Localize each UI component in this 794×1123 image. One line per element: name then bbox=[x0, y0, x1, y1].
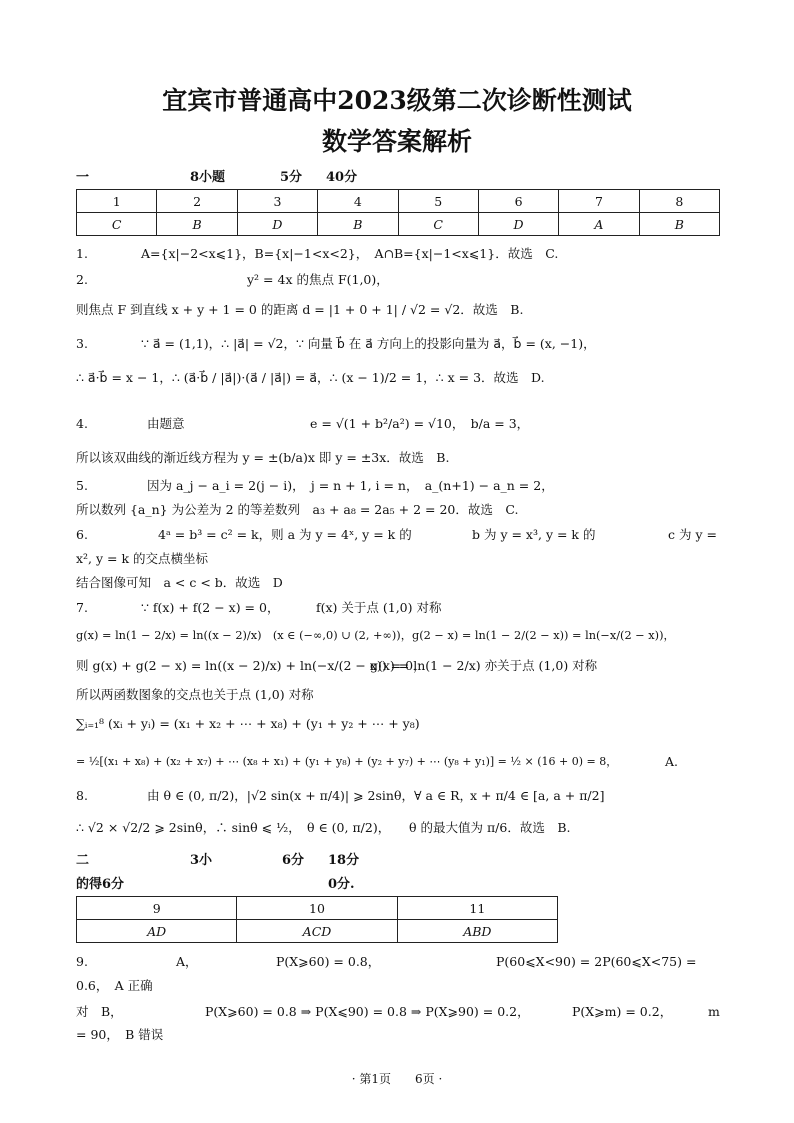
q8-line1b: x + π/4 ∈ [a, a + π/2] bbox=[470, 788, 605, 803]
q8-line1a: 由 θ ∈ (0, π/2)，|√2 sin(x + π/4)| ⩾ 2sinθ，∀ a ∈ R， bbox=[147, 788, 473, 803]
section1-answer-table bbox=[76, 189, 720, 236]
q6-line2: x², y = k 的交点横坐标 bbox=[76, 551, 209, 566]
section2-answer-table bbox=[76, 896, 558, 943]
q9-line3a: 对 B， bbox=[76, 1004, 123, 1019]
q8-number: 8. bbox=[76, 788, 88, 803]
table-cell: D bbox=[237, 213, 317, 236]
table-cell: C bbox=[77, 213, 157, 236]
q9-number: 9. bbox=[76, 954, 88, 969]
q1-text: A={x|−2<x⩽1}，B={x|−1<x<2}， A∩B={x|−1<x⩽1}．故选 C. bbox=[141, 246, 559, 261]
q4-number: 4. bbox=[76, 416, 88, 431]
q7-line1b: f(x) 关于点 (1,0) 对称 bbox=[316, 600, 442, 615]
table-cell: B bbox=[318, 213, 398, 236]
q4-line2: 所以该双曲线的渐近线方程为 y = ±(b/a)x 即 y = ±3x．故选 B. bbox=[76, 450, 450, 465]
q9-line3b: P(X⩾60) = 0.8 ⇒ P(X⩽90) = 0.8 ⇒ P(X⩾90) = 0.2， bbox=[205, 1004, 530, 1019]
section2-note-left: 的得6分 bbox=[76, 877, 125, 892]
section1-answer-row bbox=[77, 213, 720, 236]
page-subtitle: 数学答案解析 bbox=[321, 127, 472, 156]
q7-line3a: 则 g(x) + g(2 − x) = ln((x − 2)/x) + ln(−x/(2 − x)) = 0， bbox=[76, 658, 426, 673]
q3-number: 3. bbox=[76, 336, 88, 351]
q7-line6b: A. bbox=[665, 754, 679, 769]
q7-line5: ∑ᵢ₌₁⁸ (xᵢ + yᵢ) = (x₁ + x₂ + ⋯ + x₈) + (y₁ + y₂ + ⋯ + y₈) bbox=[76, 716, 420, 731]
section2-count: 3小 bbox=[190, 853, 213, 868]
q7-line6: = ½[(x₁ + x₈) + (x₂ + x₇) + ⋯ (x₈ + x₁) + (y₁ + y₈) + (y₂ + y₇) + ⋯ (y₈ + y₁)] = ½ × (16 + 0) = 8， bbox=[76, 755, 618, 768]
table-cell: B bbox=[157, 213, 237, 236]
q8-line2: ∴ √2 × √2/2 ⩾ 2sinθ，∴ sinθ ⩽ ½， θ ∈ (0, π/2)， θ 的最大值为 π/6．故选 B. bbox=[76, 820, 571, 835]
section1-label: 一 bbox=[76, 170, 90, 185]
page-footer: · 第1页 6页 · bbox=[351, 1072, 443, 1086]
q9-line1b: P(X⩾60) = 0.8， bbox=[276, 954, 381, 969]
section1-header-row bbox=[77, 190, 720, 213]
section2-total: 18分 bbox=[328, 853, 360, 868]
section2-label: 二 bbox=[76, 853, 90, 868]
table-cell: D bbox=[478, 213, 558, 236]
table-cell: 10 bbox=[237, 897, 397, 920]
q6-line3: 结合图像可知 a < c < b．故选 D bbox=[76, 575, 283, 590]
q6-line1b: b 为 y = x³, y = k 的 bbox=[472, 527, 596, 542]
q9-line1c: P(60⩽X<90) = 2P(60⩽X<75) = bbox=[496, 954, 697, 969]
section2-note-right: 0分. bbox=[328, 877, 355, 892]
section2-each: 6分 bbox=[282, 853, 305, 868]
section1-each: 5分 bbox=[280, 170, 303, 185]
table-cell: 8 bbox=[639, 190, 719, 213]
q3-line2: ∴ a⃗·b⃗ = x − 1，∴ (a⃗·b⃗ / |a⃗|)·(a⃗ / |a⃗|) = a⃗，∴ (x − 1)/2 = 1，∴ x = 3．故选 D. bbox=[76, 370, 545, 385]
q4-formula: e = √(1 + b²/a²) = √10， b/a = 3， bbox=[310, 416, 530, 431]
table-cell: 7 bbox=[559, 190, 639, 213]
table-cell: B bbox=[639, 213, 719, 236]
q9-line3c: P(X⩾m) = 0.2， bbox=[572, 1004, 673, 1019]
table-cell: A bbox=[559, 213, 639, 236]
table-cell: ABD bbox=[397, 920, 557, 943]
table-cell: C bbox=[398, 213, 478, 236]
table-cell: ACD bbox=[237, 920, 397, 943]
q2-number: 2. bbox=[76, 272, 88, 287]
q5-line2: 所以数列 {a_n} 为公差为 2 的等差数列 a₃ + a₈ = 2a₅ + 2 = 20．故选 C. bbox=[76, 502, 519, 517]
table-cell: 6 bbox=[478, 190, 558, 213]
q9-line1a: A， bbox=[176, 954, 198, 969]
q5-line1: 因为 a_j − a_i = 2(j − i)， j = n + 1, i = n， a_(n+1) − a_n = 2， bbox=[147, 478, 554, 493]
table-cell: AD bbox=[77, 920, 237, 943]
page-title: 宜宾市普通高中2023级第二次诊断性测试 bbox=[162, 86, 632, 115]
section2-header-row bbox=[77, 897, 558, 920]
q9-line2: 0.6， A 正确 bbox=[76, 978, 153, 993]
q9-line3d: m bbox=[708, 1004, 720, 1019]
q7-line4: 所以两函数图象的交点也关于点 (1,0) 对称 bbox=[76, 687, 314, 702]
table-cell: 5 bbox=[398, 190, 478, 213]
q7-line3b: g(x) = ln(1 − 2/x) 亦关于点 (1,0) 对称 bbox=[370, 658, 598, 673]
q7-line1a: ∵ f(x) + f(2 − x) = 0， bbox=[141, 600, 280, 615]
section1-total: 40分 bbox=[326, 170, 358, 185]
q3-line1: ∵ a⃗ = (1,1)，∴ |a⃗| = √2，∵ 向量 b⃗ 在 a⃗ 方向上的投影向量为 a⃗，b⃗ = (x, −1)， bbox=[141, 336, 596, 351]
q6-line1a: 4ᵃ = b³ = c² = k，则 a 为 y = 4ˣ, y = k 的 bbox=[158, 527, 412, 542]
table-cell: 4 bbox=[318, 190, 398, 213]
table-cell: 9 bbox=[77, 897, 237, 920]
section2-answer-row bbox=[77, 920, 558, 943]
table-cell: 3 bbox=[237, 190, 317, 213]
q1-number: 1. bbox=[76, 246, 88, 261]
q4-lead: 由题意 bbox=[147, 416, 185, 431]
q2-line1: y² = 4x 的焦点 F(1,0)， bbox=[247, 272, 389, 287]
q6-number: 6. bbox=[76, 527, 88, 542]
table-cell: 2 bbox=[157, 190, 237, 213]
q2-line2: 则焦点 F 到直线 x + y + 1 = 0 的距离 d = |1 + 0 + 1| / √2 = √2．故选 B. bbox=[76, 302, 524, 317]
section1-count: 8小题 bbox=[190, 170, 226, 185]
q9-line4: = 90， B 错误 bbox=[76, 1027, 164, 1042]
table-cell: 11 bbox=[397, 897, 557, 920]
table-cell: 1 bbox=[77, 190, 157, 213]
q6-line1c: c 为 y = bbox=[668, 527, 717, 542]
q5-number: 5. bbox=[76, 478, 88, 493]
q7-line2: g(x) = ln(1 − 2/x) = ln((x − 2)/x) (x ∈ (−∞,0) ∪ (2, +∞))，g(2 − x) = ln(1 − 2/(2 − x)) = ln(−x/(2 − x))， bbox=[76, 629, 675, 642]
q7-number: 7. bbox=[76, 600, 88, 615]
